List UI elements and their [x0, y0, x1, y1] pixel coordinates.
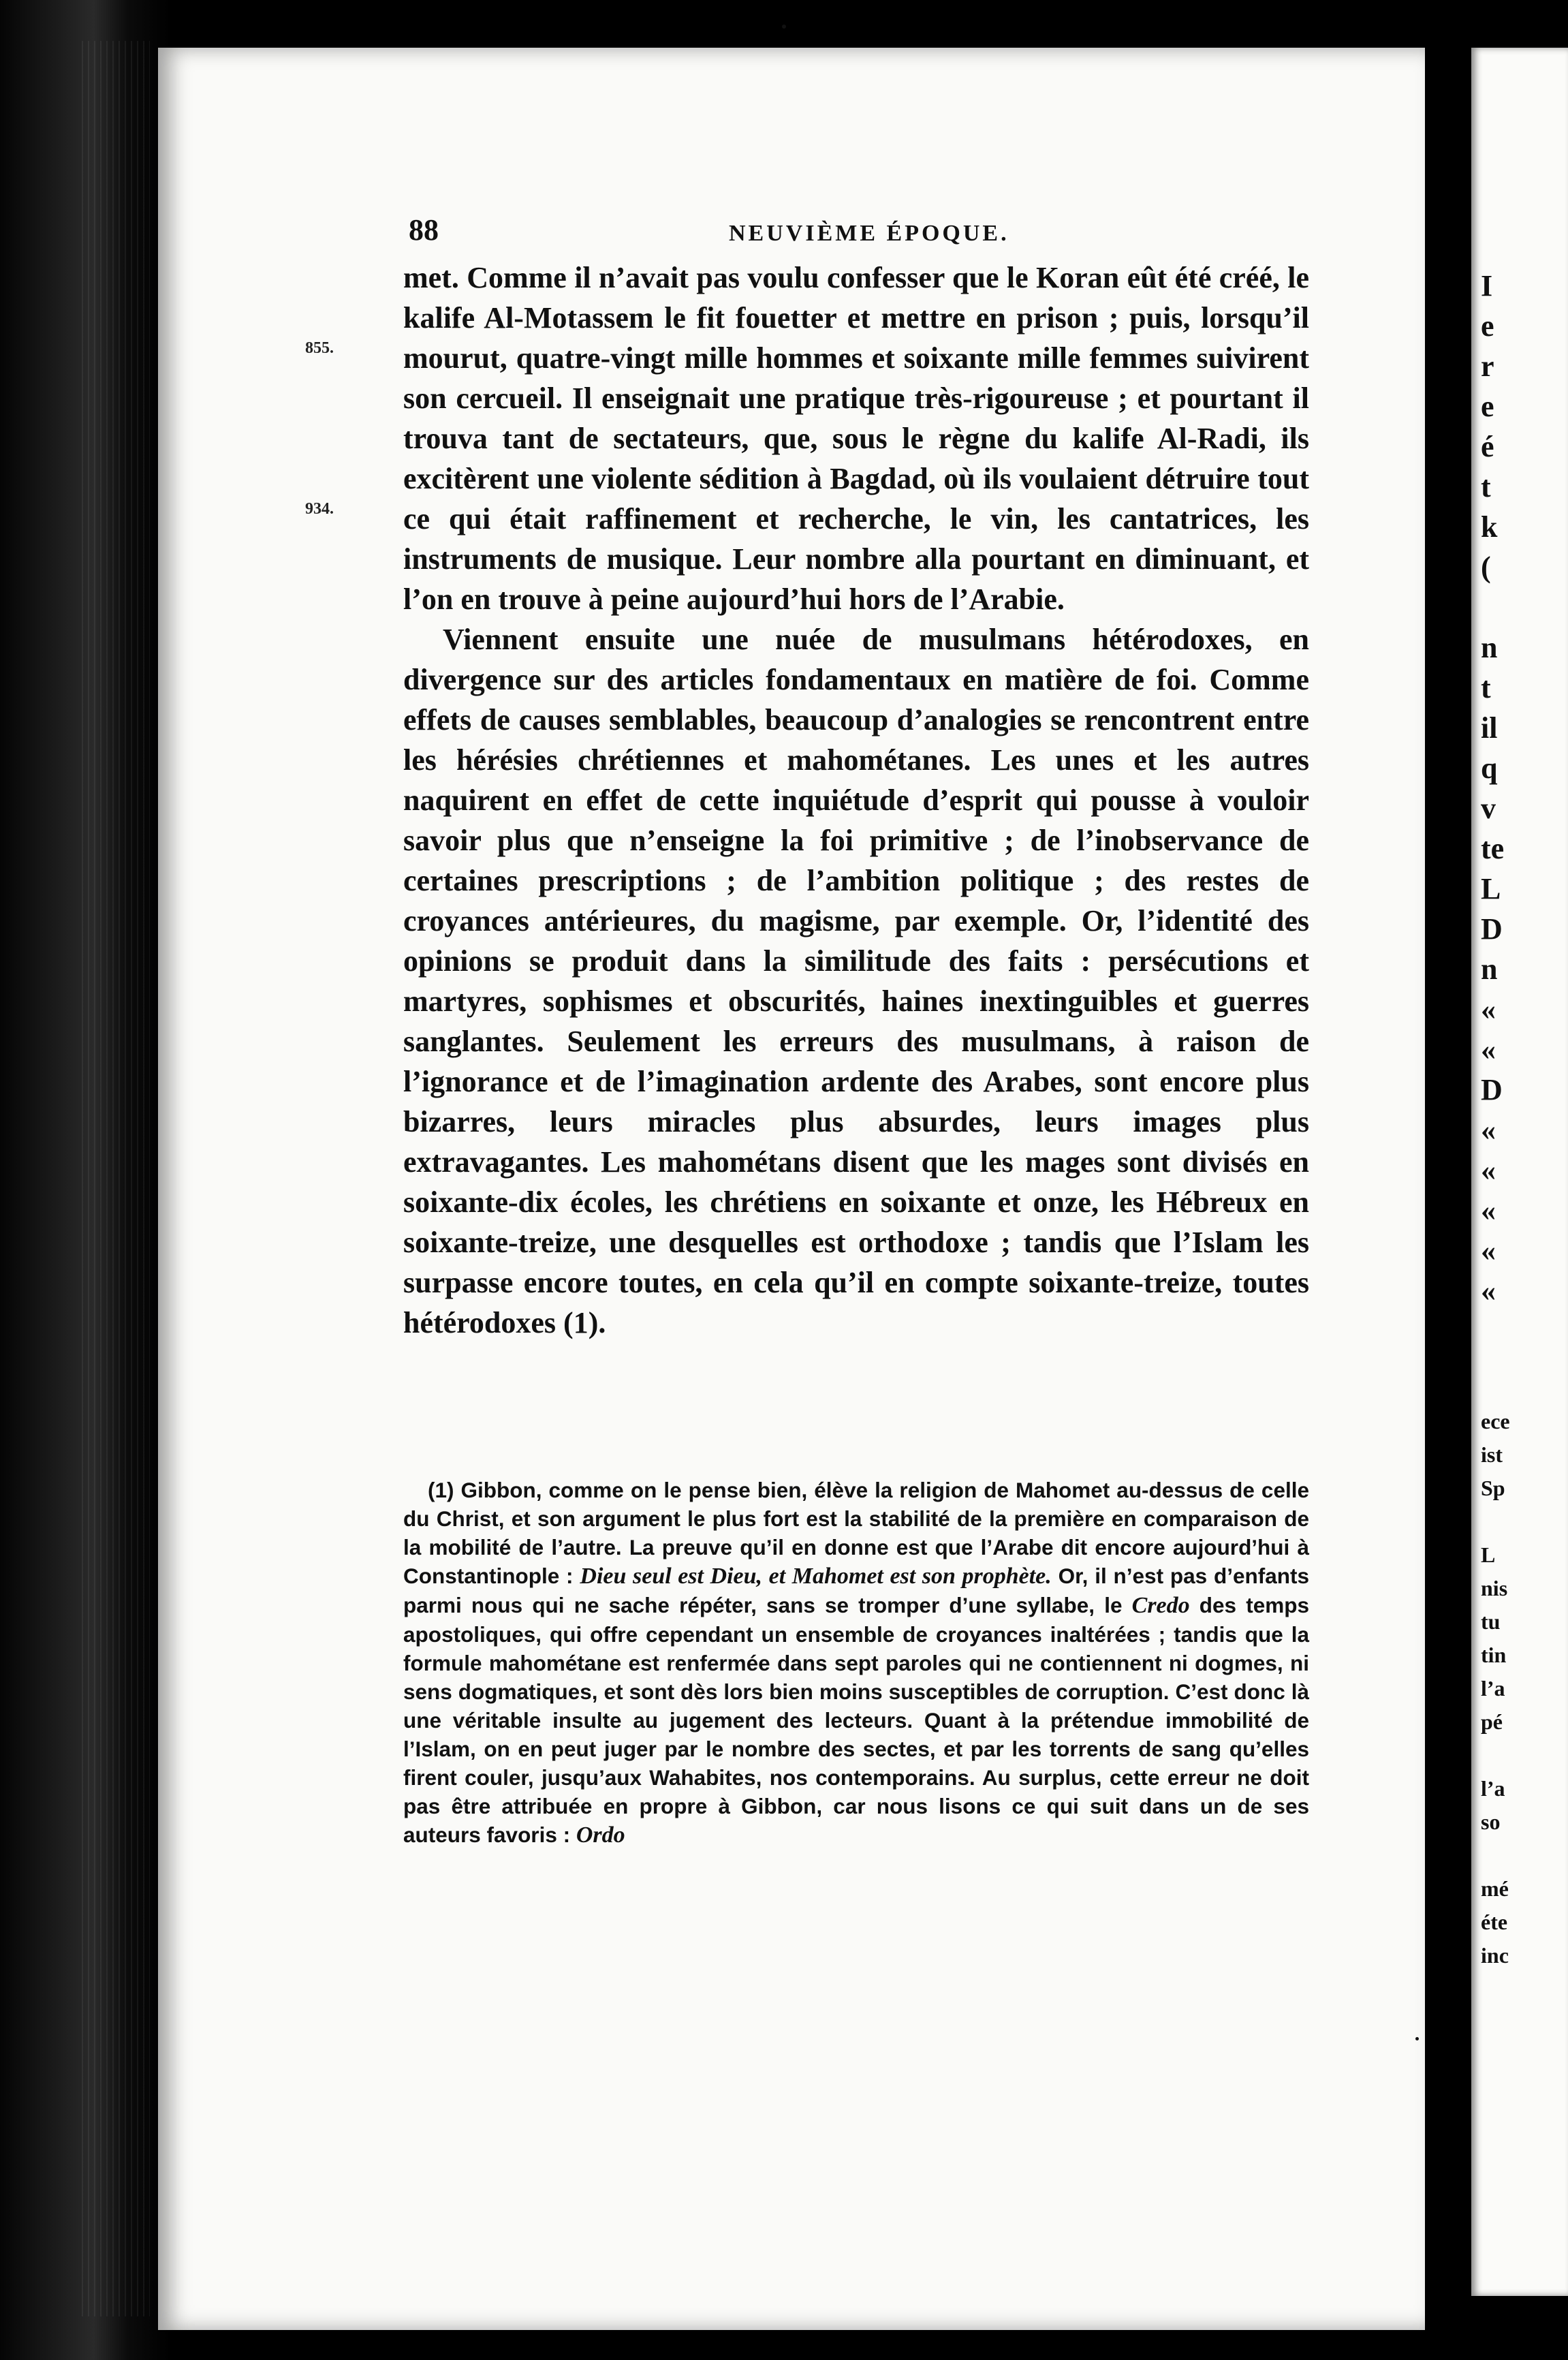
facing-page-note-line: mé [1481, 1876, 1509, 1901]
scan-speck [782, 25, 786, 29]
paragraph: met. Comme il n’avait pas voulu confesser que le Koran eût été créé, le kalife Al-Motassem le fit fouetter et mettre en prison ; puis, lorsqu’il mourut, quatre-vingt mille hommes et soixante mille femmes suivirent son cercueil. Il enseignait une pratique très-rigoureuse ; et pourtant il trouva tant de sectateurs, que, sous le règne du kalife Al-Radi, ils excitèrent une violente sédition à Bagdad, où ils voulaient détruire tout ce qui était raffinement et recherche, le vin, les cantatrices, les instruments de musique. Leur nombre alla pourtant en diminuant, et l’on en trouve à peine aujourd’hui hors de l’Arabie. [403, 261, 1309, 616]
footnote-text: des temps apostoliques, qui offre cependant un ensemble de croyances inaltérées ; tandis que la formule mahométane est renfermée dans sept paroles qui ne contiennent ni dogmes, ni sens dogmatiques, et sont dès lors bien moins susceptibles de corruption. C’est donc là une véritable insulte au jugement des lecteurs. Quant à la prétendue immobilité de l’Islam, on en peut juger par le nombre des sectes, et par les torrents de sang qu’elles firent couler, jusqu’aux Wahabites, nos contemporains. Au surplus, cette erreur ne doit pas être attribuée en propre à Gibbon, car nous lisons ce qui suit dans un de ses auteurs favoris : [403, 1593, 1309, 1847]
facing-page-note-line: nis [1481, 1576, 1508, 1600]
facing-page-line: il [1481, 711, 1498, 745]
facing-page-note-line: inc [1481, 1943, 1509, 1968]
facing-page-line: n [1481, 631, 1498, 664]
facing-page-line: te [1481, 832, 1505, 865]
facing-page-note-line: Sp [1481, 1476, 1505, 1500]
facing-page-line: t [1481, 470, 1491, 503]
running-head: NEUVIÈME ÉPOQUE. [729, 221, 1009, 246]
facing-page-line: « [1481, 1234, 1496, 1267]
facing-page-note-line: L [1481, 1542, 1496, 1567]
page-header [409, 213, 1315, 253]
margin-date: 934. [305, 500, 334, 518]
facing-page-line: é [1481, 430, 1494, 463]
page-number: 88 [409, 213, 439, 247]
scan-speck [1415, 2037, 1419, 2040]
facing-page-line: « [1481, 993, 1496, 1026]
facing-page-note-line: éte [1481, 1910, 1508, 1934]
facing-page-line: e [1481, 390, 1494, 423]
facing-page-line: r [1481, 350, 1494, 383]
facing-page-line: « [1481, 1194, 1496, 1227]
facing-page-line: L [1481, 872, 1501, 905]
facing-page-line: k [1481, 510, 1498, 544]
facing-page-line: e [1481, 309, 1494, 343]
facing-page-line: t [1481, 671, 1491, 704]
facing-page [1471, 48, 1568, 2296]
facing-page-note-line: ist [1481, 1442, 1503, 1467]
footnote-italic: Credo [1131, 1593, 1190, 1618]
facing-page-note-line: l’a [1481, 1676, 1505, 1701]
facing-page-note-line: tu [1481, 1609, 1501, 1634]
paragraph: Viennent ensuite une nuée de musulmans hétérodoxes, en divergence sur des articles fondamentaux en matière de foi. Comme effets de causes semblables, beaucoup d’analogies se rencontrent entre les hérésies chrétiennes et mahométanes. Les unes et les autres naquirent en effet de cette inquiétude d’esprit qui pousse à vouloir savoir plus que n’enseigne la foi primitive ; de l’inobservance de certaines prescriptions ; de l’ambition politique ; des restes de croyances antérieures, du magisme, par exemple. Or, l’identité des opinions se produit dans la similitude des faits : persécutions et martyres, sophismes et obscurités, haines inextinguibles et guerres sanglantes. Seulement les erreurs des musulmans, à raison de l’ignorance et de l’imagination ardente des Arabes, sont encore plus bizarres, leurs miracles plus absurdes, leurs images plus extravagantes. Les mahométans disent que les mages sont divisés en soixante-dix écoles, les chrétiens en soixante et onze, les Hébreux en soixante-treize, une desquelles est orthodoxe ; tandis que l’Islam les surpasse encore toutes, en cela qu’il en compte soixante-treize, toutes hétérodoxes (1). [403, 623, 1309, 1339]
footnote-italic: Dieu seul est Dieu, et Mahomet est son prophète. [580, 1564, 1052, 1589]
binding-texture [82, 41, 150, 2316]
footnote [403, 1476, 1309, 1850]
facing-page-line: D [1481, 912, 1503, 946]
facing-page-line: D [1481, 1073, 1503, 1106]
facing-page-line: « [1481, 1274, 1496, 1307]
main-text [403, 258, 1309, 1343]
facing-page-note-line: l’a [1481, 1776, 1505, 1801]
facing-page-line: n [1481, 952, 1498, 986]
facing-page-line: v [1481, 792, 1496, 825]
footnote-text: Or, il n’est pas d’enfants parmi nous qui ne sache répéter, sans se tromper d’une syllabe, le [403, 1564, 1309, 1617]
facing-page-line: « [1481, 1113, 1496, 1147]
margin-date: 855. [305, 339, 334, 357]
facing-page-line: I [1481, 269, 1493, 302]
facing-page-line: ( [1481, 550, 1491, 584]
facing-page-note-line: tin [1481, 1643, 1507, 1667]
footnote-text: Gibbon, comme on le pense bien, élève la religion de Mahomet au-dessus de celle du Christ, et son argument le plus fort est la stabilité de la première en comparaison de la mobilité de l’autre. La preuve qu’il en donne est que l’Arabe dit encore aujourd’hui à Constantinople : [403, 1478, 1309, 1588]
facing-page-line: « [1481, 1033, 1496, 1066]
footnote-italic: Ordo [576, 1822, 625, 1848]
footnote-marker: (1) [428, 1478, 454, 1502]
facing-page-line: q [1481, 751, 1498, 785]
facing-page-note-line: pé [1481, 1709, 1503, 1734]
facing-page-note-line: ece [1481, 1409, 1510, 1433]
facing-page-line: « [1481, 1153, 1496, 1187]
facing-page-note-line: so [1481, 1810, 1501, 1834]
